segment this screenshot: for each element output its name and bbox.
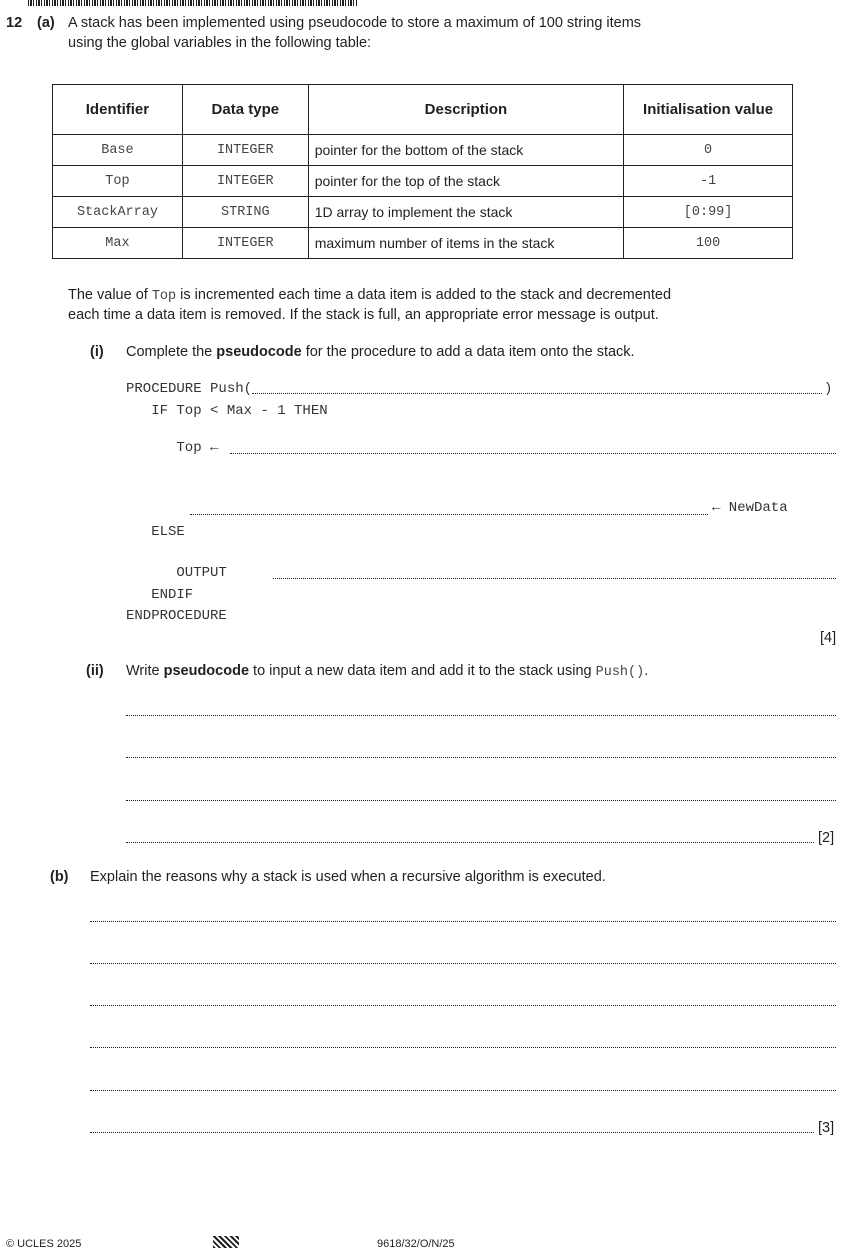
prompt-bold: pseudocode [216, 344, 302, 360]
question-number: 12 [6, 15, 23, 31]
paragraph-text: The value of [68, 287, 152, 303]
code-line-1: PROCEDURE Push( [126, 381, 253, 397]
answer-line[interactable] [126, 757, 836, 758]
part-b-label: (b) [50, 869, 69, 885]
answer-line[interactable] [90, 963, 836, 964]
header-description: Description [308, 85, 623, 135]
cell-description: pointer for the top of the stack [308, 166, 623, 197]
part-ii-prompt [126, 663, 648, 680]
code-line-2: IF Top < Max - 1 THEN [126, 403, 328, 419]
marks-part-b: [3] [818, 1120, 835, 1136]
intro-line-1: A stack has been implemented using pseudocode to store a maximum of 100 string items [68, 15, 642, 31]
cell-init-value: [0:99] [624, 197, 793, 228]
cell-init-value: -1 [624, 166, 793, 197]
cell-init-value: 100 [624, 228, 793, 259]
answer-line[interactable] [90, 1047, 836, 1048]
code-line-1-end: ) [824, 381, 833, 397]
cell-init-value: 0 [624, 135, 793, 166]
part-i-prompt [126, 344, 635, 360]
answer-line[interactable] [90, 1090, 836, 1091]
table-row [53, 228, 793, 259]
paragraph-line-2: each time a data item is removed. If the stack is full, an appropriate error message is output. [68, 307, 659, 323]
cell-identifier: Max [53, 228, 183, 259]
part-b-prompt: Explain the reasons why a stack is used when a recursive algorithm is executed. [90, 869, 606, 885]
header-data-type: Data type [182, 85, 308, 135]
table-row [53, 197, 793, 228]
prompt-text: Write [126, 663, 164, 679]
paragraph-text: is incremented each time a data item is added to the stack and decremented [176, 287, 672, 303]
prompt-text: . [644, 663, 649, 679]
answer-line[interactable] [190, 514, 708, 515]
code-line-3: Top ← [126, 440, 219, 456]
prompt-code: Push() [595, 665, 645, 680]
answer-line[interactable] [126, 715, 836, 716]
table-row [53, 135, 793, 166]
footer-paper-code: 9618/32/O/N/25 [377, 1238, 455, 1250]
code-line-4-end: ← NewData [712, 500, 788, 516]
paragraph-line-1 [68, 287, 671, 304]
answer-line[interactable] [90, 1005, 836, 1006]
paragraph-code: Top [151, 289, 177, 304]
header-identifier: Identifier [53, 85, 183, 135]
prompt-text: Complete the [126, 344, 217, 360]
marks-part-ii: [2] [818, 830, 835, 846]
answer-line[interactable] [230, 453, 836, 454]
answer-line[interactable] [273, 578, 836, 579]
answer-line[interactable] [90, 1132, 814, 1133]
answer-line[interactable] [126, 842, 814, 843]
prompt-text: for the procedure to add a data item onto the stack. [301, 344, 635, 360]
code-line-6: OUTPUT [126, 565, 227, 581]
table-row [53, 166, 793, 197]
code-line-8: ENDPROCEDURE [126, 608, 227, 624]
barcode [28, 0, 358, 6]
answer-line[interactable] [252, 393, 822, 394]
cell-identifier: Base [53, 135, 183, 166]
code-line-7: ENDIF [126, 587, 194, 603]
marks-part-i: [4] [820, 630, 837, 646]
intro-line-2: using the global variables in the following table: [68, 35, 372, 51]
footer-copyright: © UCLES 2025 [6, 1238, 82, 1250]
answer-line[interactable] [90, 921, 836, 922]
cell-data-type: INTEGER [182, 135, 308, 166]
cell-data-type: INTEGER [182, 228, 308, 259]
cell-data-type: INTEGER [182, 166, 308, 197]
cell-identifier: Top [53, 166, 183, 197]
variables-table [52, 84, 793, 259]
prompt-text: to input a new data item and add it to the stack using [249, 663, 596, 679]
cell-description: 1D array to implement the stack [308, 197, 623, 228]
cell-description: maximum number of items in the stack [308, 228, 623, 259]
part-i-label: (i) [90, 344, 104, 360]
code-line-5: ELSE [126, 524, 185, 540]
part-ii-label: (ii) [86, 663, 104, 679]
cell-data-type: STRING [182, 197, 308, 228]
part-a-label: (a) [37, 15, 55, 31]
prompt-bold: pseudocode [163, 663, 250, 679]
header-initialisation-value: Initialisation value [624, 85, 793, 135]
cell-description: pointer for the bottom of the stack [308, 135, 623, 166]
table-header-row [53, 85, 793, 135]
qr-code [213, 1236, 239, 1248]
cell-identifier: StackArray [53, 197, 183, 228]
answer-line[interactable] [126, 800, 836, 801]
